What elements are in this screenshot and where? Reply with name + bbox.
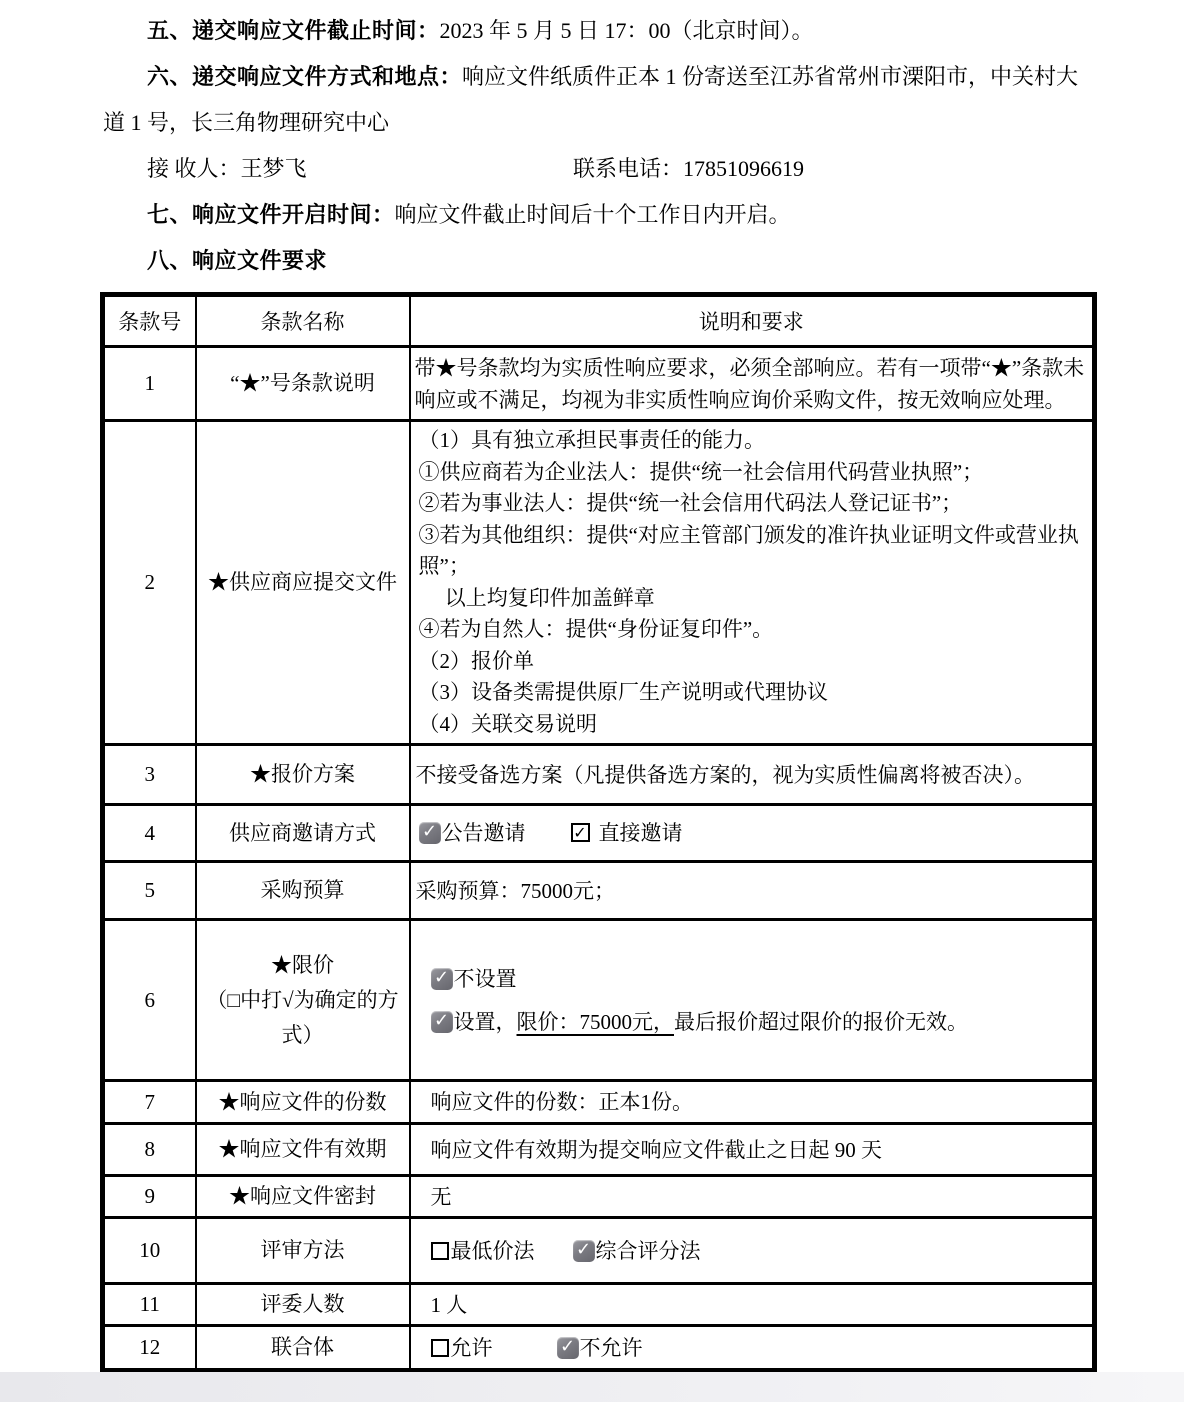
- table-row: [103, 1284, 1095, 1326]
- clause-description: 采购预算：75000元；: [410, 862, 1095, 920]
- header-description: 说明和要求: [410, 295, 1095, 347]
- checked-checkbox-outline-icon[interactable]: [571, 823, 590, 842]
- page-bottom-shade: [0, 1372, 1184, 1402]
- unchecked-checkbox-icon[interactable]: [431, 1242, 449, 1260]
- section-7-text: 响应文件截止时间后十个工作日内开启。: [394, 202, 791, 227]
- requirements-table: [100, 292, 1097, 1373]
- requirement-line: （3）设备类需提供原厂生产说明或代理协议: [418, 680, 828, 704]
- option-label: 公告邀请: [441, 821, 526, 845]
- clause-name: ★响应文件的份数: [196, 1081, 410, 1124]
- clause-name: 评委人数: [196, 1284, 410, 1326]
- clause-number: 8: [103, 1124, 196, 1176]
- clause-name: “★”号条款说明: [196, 347, 410, 421]
- clause-number: 7: [103, 1081, 196, 1124]
- option-label: 最低价法: [450, 1238, 535, 1263]
- clause-number: 3: [103, 745, 196, 805]
- section-5-text: 2023 年 5 月 5 日 17：00（北京时间）。: [439, 18, 814, 43]
- section-6-heading: 六、递交响应文件方式和地点：: [147, 64, 463, 89]
- clause-name-line: ★限价: [271, 952, 334, 977]
- option-label: 直接邀请: [598, 821, 683, 845]
- table-header-row: [103, 295, 1095, 347]
- clause-name: ★供应商应提交文件: [196, 421, 410, 745]
- clause-name: ★响应文件密封: [196, 1176, 410, 1218]
- clause-description: 不接受备选方案（凡提供备选方案的，视为实质性偏离将被否决）。: [410, 745, 1095, 805]
- table-row: [103, 805, 1095, 862]
- clause-number: 11: [103, 1284, 196, 1326]
- clause-number: 9: [103, 1176, 196, 1218]
- option-label: 最后报价超过限价的报价无效。: [674, 1009, 968, 1034]
- requirement-line: （1）具有独立承担民事责任的能力。: [418, 428, 765, 452]
- table-row: [103, 1326, 1095, 1371]
- clause-number: 6: [103, 920, 196, 1081]
- requirement-line: ②若为事业法人：提供“统一社会信用代码法人登记证书”；: [418, 491, 963, 515]
- clause-number: 10: [103, 1218, 196, 1284]
- table-row: [103, 1081, 1095, 1124]
- contact-receiver: 接 收人：王梦飞: [147, 156, 307, 181]
- clause-name: 评审方法: [196, 1218, 410, 1284]
- header-clause-number: 条款号: [103, 295, 196, 347]
- clause-number: 1: [103, 347, 196, 421]
- contact-phone: 联系电话：17851096619: [573, 156, 805, 181]
- clause-number: 4: [103, 805, 196, 862]
- clause-description: [410, 1218, 1095, 1284]
- clause-description: 带★号条款均为实质性响应要求，必须全部响应。若有一项带“★”条款未响应或不满足，均视为非实质性响应询价采购文件，按无效响应处理。: [410, 347, 1095, 421]
- clause-number: 2: [103, 421, 196, 745]
- clause-description: [410, 805, 1095, 862]
- clause-name: [196, 920, 410, 1081]
- table-row: [103, 920, 1095, 1081]
- requirement-line: ④若为自然人：提供“身份证复印件”。: [418, 617, 774, 641]
- table-row: [103, 745, 1095, 805]
- table-row: [103, 1218, 1095, 1284]
- checked-checkbox-icon[interactable]: [431, 1011, 453, 1033]
- section-7-opening: [0, 192, 1184, 238]
- checked-checkbox-icon[interactable]: [419, 822, 441, 844]
- table-row: [103, 1124, 1095, 1176]
- requirement-line: 以上均复印件加盖鲜章: [418, 585, 655, 610]
- clause-number: 5: [103, 862, 196, 920]
- clause-description: 响应文件有效期为提交响应文件截止之日起 90 天: [410, 1124, 1095, 1176]
- table-row: [103, 862, 1095, 920]
- section-6-text: 响应文件纸质件正本 1 份寄送至江苏省常州市溧阳市，中关村大道 1 号，长三角物理研究中心: [103, 64, 1079, 135]
- section-8-requirements: [0, 238, 1184, 284]
- option-label: 设置，: [453, 1009, 517, 1034]
- clause-name: ★报价方案: [196, 745, 410, 805]
- clause-description: 1 人: [410, 1284, 1095, 1326]
- price-limit-underlined: 限价：75000元，: [516, 1009, 674, 1034]
- checked-checkbox-icon[interactable]: [573, 1240, 595, 1262]
- clause-description: [410, 920, 1095, 1081]
- table-row: [103, 347, 1095, 421]
- section-5-heading: 五、递交响应文件截止时间：: [147, 18, 440, 43]
- clause-number: 12: [103, 1326, 196, 1371]
- contact-line: [0, 146, 1184, 192]
- requirement-line: （4）关联交易说明: [418, 711, 597, 736]
- clause-description: [410, 421, 1095, 745]
- requirement-line: ①供应商若为企业法人：提供“统一社会信用代码营业执照”；: [418, 459, 984, 484]
- clause-description: 响应文件的份数：正本1份。: [410, 1081, 1095, 1124]
- header-clause-name: 条款名称: [196, 295, 410, 347]
- section-8-heading: 八、响应文件要求: [147, 248, 328, 273]
- table-row: [103, 421, 1095, 745]
- clause-name: ★响应文件有效期: [196, 1124, 410, 1176]
- option-label: 不设置: [453, 966, 517, 991]
- table-row: [103, 1176, 1095, 1218]
- section-5-deadline: [0, 8, 1184, 54]
- unchecked-checkbox-icon[interactable]: [431, 1339, 449, 1357]
- section-6-delivery: [0, 54, 1184, 146]
- clause-description: [410, 1326, 1095, 1371]
- requirement-line: ③若为其他组织：提供“对应主管部门颁发的准许执业证明文件或营业执照”；: [418, 522, 1079, 578]
- section-7-heading: 七、响应文件开启时间：: [147, 202, 395, 227]
- clause-name: 联合体: [196, 1326, 410, 1371]
- option-label: 综合评分法: [595, 1238, 701, 1263]
- clause-description: 无: [410, 1176, 1095, 1218]
- clause-name-line: （□中打√为确定的方式）: [206, 987, 399, 1047]
- checked-checkbox-icon[interactable]: [431, 968, 453, 990]
- checked-checkbox-icon[interactable]: [557, 1337, 579, 1359]
- clause-name: 供应商邀请方式: [196, 805, 410, 862]
- option-label: 不允许: [579, 1335, 643, 1360]
- option-label: 允许: [450, 1335, 493, 1360]
- clause-name: 采购预算: [196, 862, 410, 920]
- requirement-line: （2）报价单: [418, 648, 534, 673]
